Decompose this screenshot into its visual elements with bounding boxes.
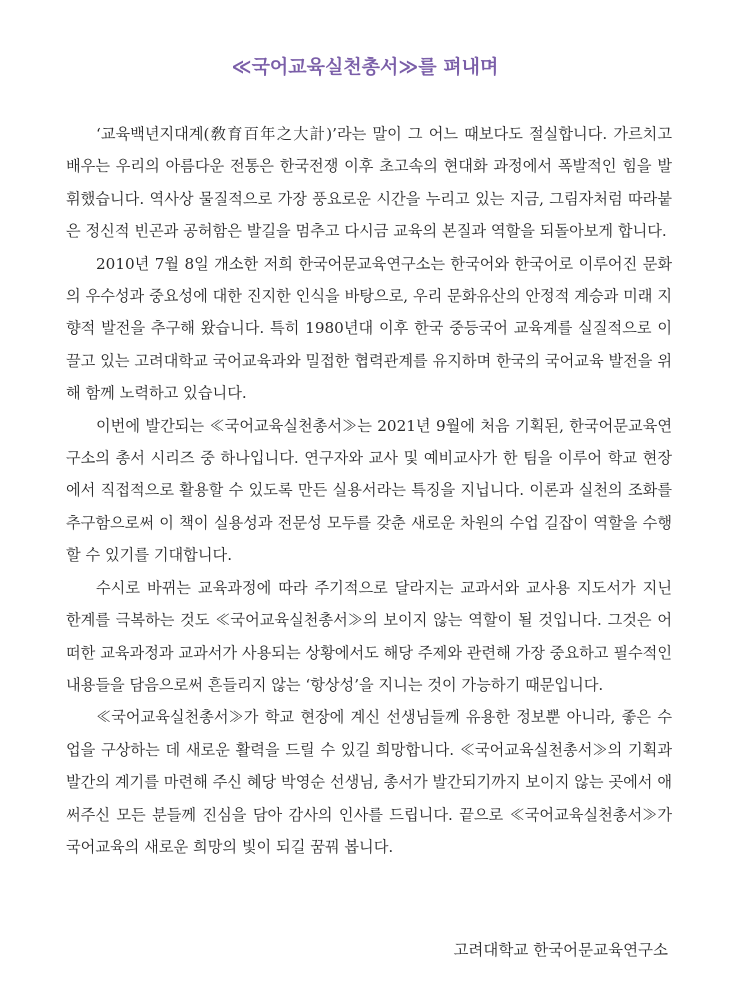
paragraph-1: ‘교육백년지대계(敎育百年之大計)’라는 말이 그 어느 때보다도 절실합니다. 가르치고 배우는 우리의 아름다운 전통은 한국전쟁 이후 초고속의 현대화 과정에서 폭발적인 힘을 발휘했습니다. 역사상 물질적으로 가장 풍요로운 시간을 누리고 있는 지금, 그림자처럼 따라붙은 정신적 빈곤과 공허함은 발길을 멈추고 다시금 교육의 본질과 역할을 되돌아보게 합니다. xyxy=(66,125,672,241)
preface-body xyxy=(66,118,672,863)
paragraph-5: ≪국어교육실천총서≫가 학교 현장에 계신 선생님들께 유용한 정보뿐 아니라, 좋은 수업을 구상하는 데 새로운 활력을 드릴 수 있길 희망합니다. ≪국어교육실천총서≫의 기획과 발간의 계기를 마련해 주신 혜당 박영순 선생님, 총서가 발간되기까지 보이지 않는 곳에서 애써주신 모든 분들께 진심을 담아 감사의 인사를 드립니다. 끝으로 ≪국어교육실천총서≫가 국어교육의 새로운 희망의 빛이 되길 꿈꿔 봅니다. xyxy=(66,708,672,856)
paragraph-3: 이번에 발간되는 ≪국어교육실천총서≫는 2021년 9월에 처음 기획된, 한국어문교육연구소의 총서 시리즈 중 하나입니다. 연구자와 교사 및 예비교사가 한 팀을 이루어 학교 현장에서 직접적으로 활용할 수 있도록 만든 실용서라는 특징을 지닙니다. 이론과 실천의 조화를 추구함으로써 이 책이 실용성과 전문성 모두를 갖춘 새로운 차원의 수업 길잡이 역할을 수행할 수 있기를 기대합니다. xyxy=(66,416,672,565)
page-title: ≪국어교육실천총서≫를 펴내며 xyxy=(231,56,499,78)
paragraph-4: 수시로 바뀌는 교육과정에 따라 주기적으로 달라지는 교과서와 교사용 지도서가 지닌 한계를 극복하는 것도 ≪국어교육실천총서≫의 보이지 않는 역할이 될 것입니다. 그것은 어떠한 교육과정과 교과서가 사용되는 상황에서도 해당 주제와 관련해 가장 중요하고 필수적인 내용들을 담음으로써 흔들리지 않는 ‘항상성’을 지니는 것이 가능하기 때문입니다. xyxy=(66,578,672,694)
signature: 고려대학교 한국어문교육연구소 xyxy=(453,941,668,959)
paragraph-2: 2010년 7월 8일 개소한 저희 한국어문교육연구소는 한국어와 한국어로 이루어진 문화의 우수성과 중요성에 대한 진지한 인식을 바탕으로, 우리 문화유산의 안정적 계승과 미래 지향적 발전을 추구해 왔습니다. 특히 1980년대 이후 한국 중등국어 교육계를 실질적으로 이끌고 있는 고려대학교 국어교육과와 밀접한 협력관계를 유지하며 한국의 국어교육 발전을 위해 함께 노력하고 있습니다. xyxy=(66,254,672,403)
